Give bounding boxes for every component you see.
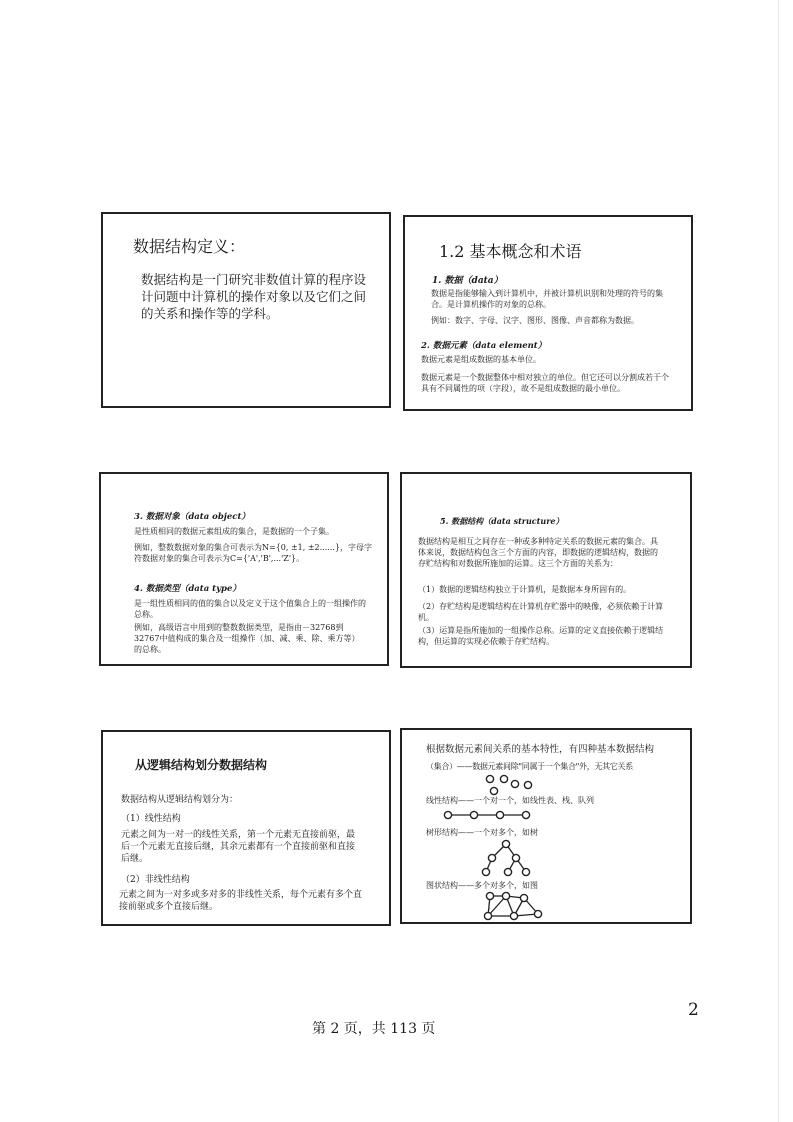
slide-4-structure-definition: 数据结构是相互之间存在一种或多种特定关系的数据元素的集合。具体来说，数据结构包含三个方面的内容，即数据的逻辑结构，数据的存贮结构和对数据所施加的运算。这三个方面的关系为： [418, 537, 658, 568]
slide-4-point-3: （3）运算是指所施加的一组操作总称。运算的定义直接依赖于逻辑结构，但运算的实现必依赖于存贮结构。 [418, 626, 664, 646]
slide-6 [400, 728, 692, 924]
slide-3-heading-object: 3. 数据对象（data object） [134, 512, 250, 522]
slide-6-graph-label: 图状结构——多个对多个，如图 [426, 881, 538, 890]
slide-5 [101, 730, 391, 926]
slide-1 [101, 212, 391, 408]
slide-4-heading-structure: 5. 数据结构（data structure） [440, 516, 564, 526]
slide-5-linear-description: 元素之间为一对一的线性关系，第一个元素无直接前驱，最后一个元素无直接后继，其余元素都有一个直接前驱和直接后继。 [121, 830, 356, 864]
slide-2-heading-data: 1. 数据（data） [432, 276, 503, 286]
slide-6-linear-label: 线性结构——一个对一个，如线性表、栈、队列 [426, 796, 594, 805]
slide-3 [99, 472, 389, 666]
slide-3-heading-type: 4. 数据类型（data type） [134, 584, 241, 594]
slide-2-data-definition: 数据是指能够输入到计算机中，并被计算机识别和处理的符号的集合。是计算机操作的对象的总称。 [431, 289, 663, 309]
slide-5-linear-heading: （1）线性结构 [121, 814, 181, 824]
slide-3-object-definition: 是性质相同的数据元素组成的集合，是数据的一个子集。 [134, 527, 334, 536]
scan-edge-line [778, 0, 779, 1122]
slide-6-tree-label: 树形结构——一个对多个，如树 [426, 828, 538, 837]
slide-5-nonlinear-heading: （2）非线性结构 [121, 875, 190, 885]
slide-1-body: 数据结构是一门研究非数值计算的程序设计问题中计算机的操作对象以及它们之间的关系和操作等的学科。 [141, 272, 367, 321]
slide-3-object-example: 例如，整数数据对象的集合可表示为N={0, ±1, ±2......}，字母字符数据对象的集合可表示为C={'A','B',...'Z'}。 [134, 543, 372, 563]
slide-3-type-example: 例如，高级语言中用到的整数数据类型，是指由－32768到32767中值构成的集合及一组操作（加、减、乘、除、乘方等）的总称。 [134, 623, 360, 654]
page-footer-text: 第 2 页，共 113 页 [312, 1021, 436, 1037]
slide-2-title: 1.2 基本概念和术语 [439, 242, 582, 261]
tree-structure-diagram [482, 838, 542, 880]
slide-6-title: 根据数据元素间关系的基本特性，有四种基本数据结构 [426, 744, 655, 755]
slide-2 [403, 215, 693, 411]
slide-2-element-definition: 数据元素是组成数据的基本单位。 [421, 355, 541, 364]
slide-5-intro: 数据结构从逻辑结构划分为： [121, 795, 239, 805]
slide-1-title: 数据结构定义： [133, 237, 246, 256]
graph-structure-diagram [484, 890, 550, 926]
page-number-large: 2 [688, 1000, 699, 1020]
slide-6-set-label: （集合）——数据元素间除"同属于一个集合"外，无其它关系 [426, 762, 633, 771]
slide-3-type-definition: 是一组性质相同的值的集合以及定义于这个值集合上的一组操作的总称。 [134, 599, 366, 619]
slide-5-title: 从逻辑结构划分数据结构 [135, 758, 268, 772]
slide-4-point-1: （1）数据的逻辑结构独立于计算机，是数据本身所固有的。 [418, 585, 632, 594]
slide-2-heading-element: 2. 数据元素（data element） [421, 341, 547, 351]
linear-structure-diagram [442, 809, 542, 821]
slide-5-nonlinear-description: 元素之间为一对多或多对多的非线性关系，每个元素有多个直接前驱或多个直接后继。 [119, 890, 363, 912]
slide-2-data-example: 例如：数字、字母、汉字、图形、图像、声音都称为数据。 [431, 316, 639, 325]
slide-4 [400, 472, 692, 668]
slide-2-element-detail: 数据元素是一个数据整体中相对独立的单位。但它还可以分割成若干个具有不同属性的项（字段），故不是组成数据的最小单位。 [421, 373, 669, 393]
slide-4-point-2: （2）存贮结构是逻辑结构在计算机存贮器中的映像，必须依赖于计算机。 [418, 602, 664, 622]
